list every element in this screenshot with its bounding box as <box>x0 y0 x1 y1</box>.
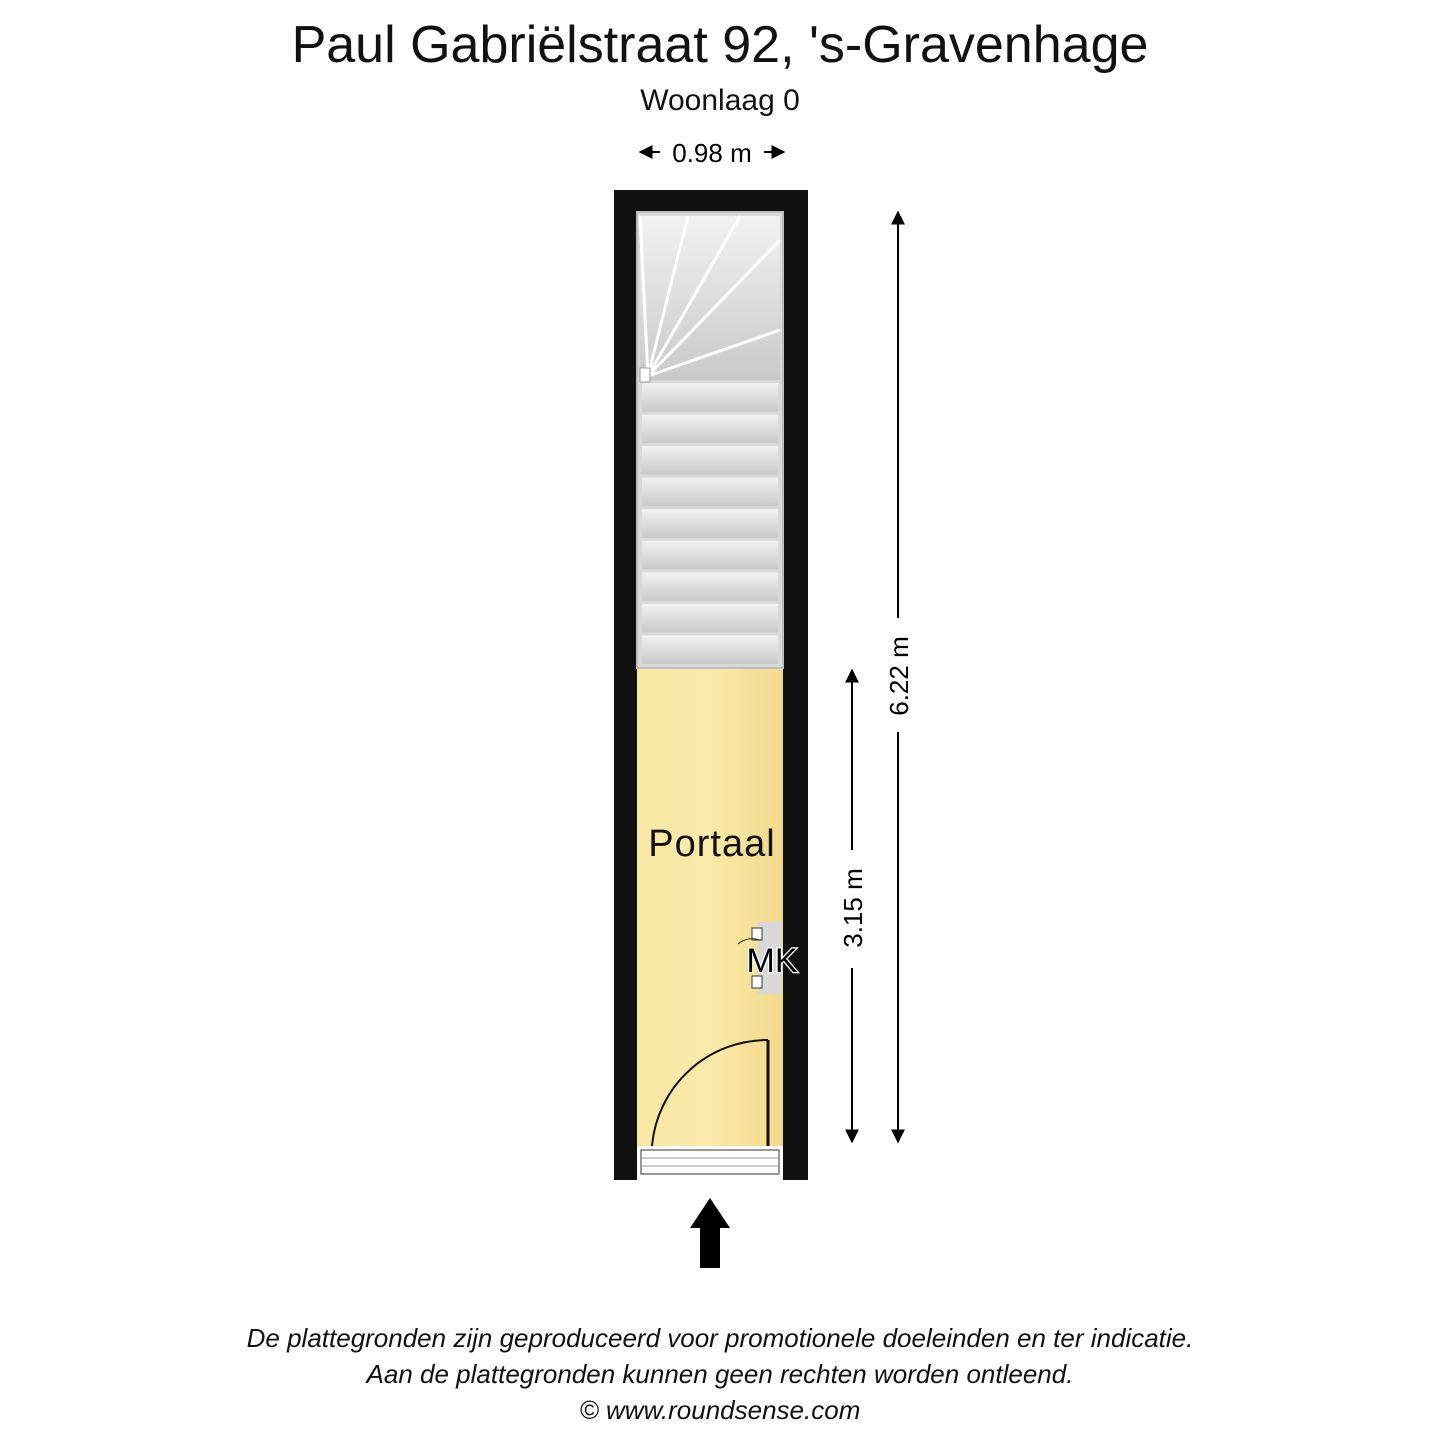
entrance-arrow-icon <box>690 1198 730 1268</box>
disclaimer <box>0 1320 1440 1428</box>
page-title: Paul Gabriëlstraat 92, 's-Gravenhage <box>291 16 1149 74</box>
stair-step <box>642 572 778 601</box>
staircase <box>637 212 783 668</box>
floor-level-label: Woonlaag 0 <box>640 84 800 117</box>
disclaimer-line-1: De plattegronden zijn geproduceerd voor promotionele doeleinden en ter indicatie. <box>246 1323 1194 1353</box>
total-length-label: 6.22 m <box>884 636 914 716</box>
stair-step <box>642 478 778 507</box>
room-label-portaal: Portaal <box>648 823 776 865</box>
stair-step <box>642 383 778 412</box>
stair-step <box>642 604 778 633</box>
disclaimer-line-2: Aan de plattegronden kunnen geen rechten worden ontleend. <box>366 1359 1074 1389</box>
width-dimension <box>640 138 784 168</box>
total-length-dimension <box>884 212 914 1142</box>
width-label: 0.98 m <box>672 138 752 168</box>
meterkast-label: MK <box>746 942 798 980</box>
stair-step <box>642 635 778 664</box>
stair-step <box>642 446 778 475</box>
stair-step <box>642 415 778 444</box>
portaal-length-dimension <box>838 670 868 1142</box>
stair-step <box>642 541 778 570</box>
portaal-length-label: 3.15 m <box>838 868 868 948</box>
copyright: © www.roundsense.com <box>579 1395 861 1425</box>
stair-step <box>642 509 778 538</box>
